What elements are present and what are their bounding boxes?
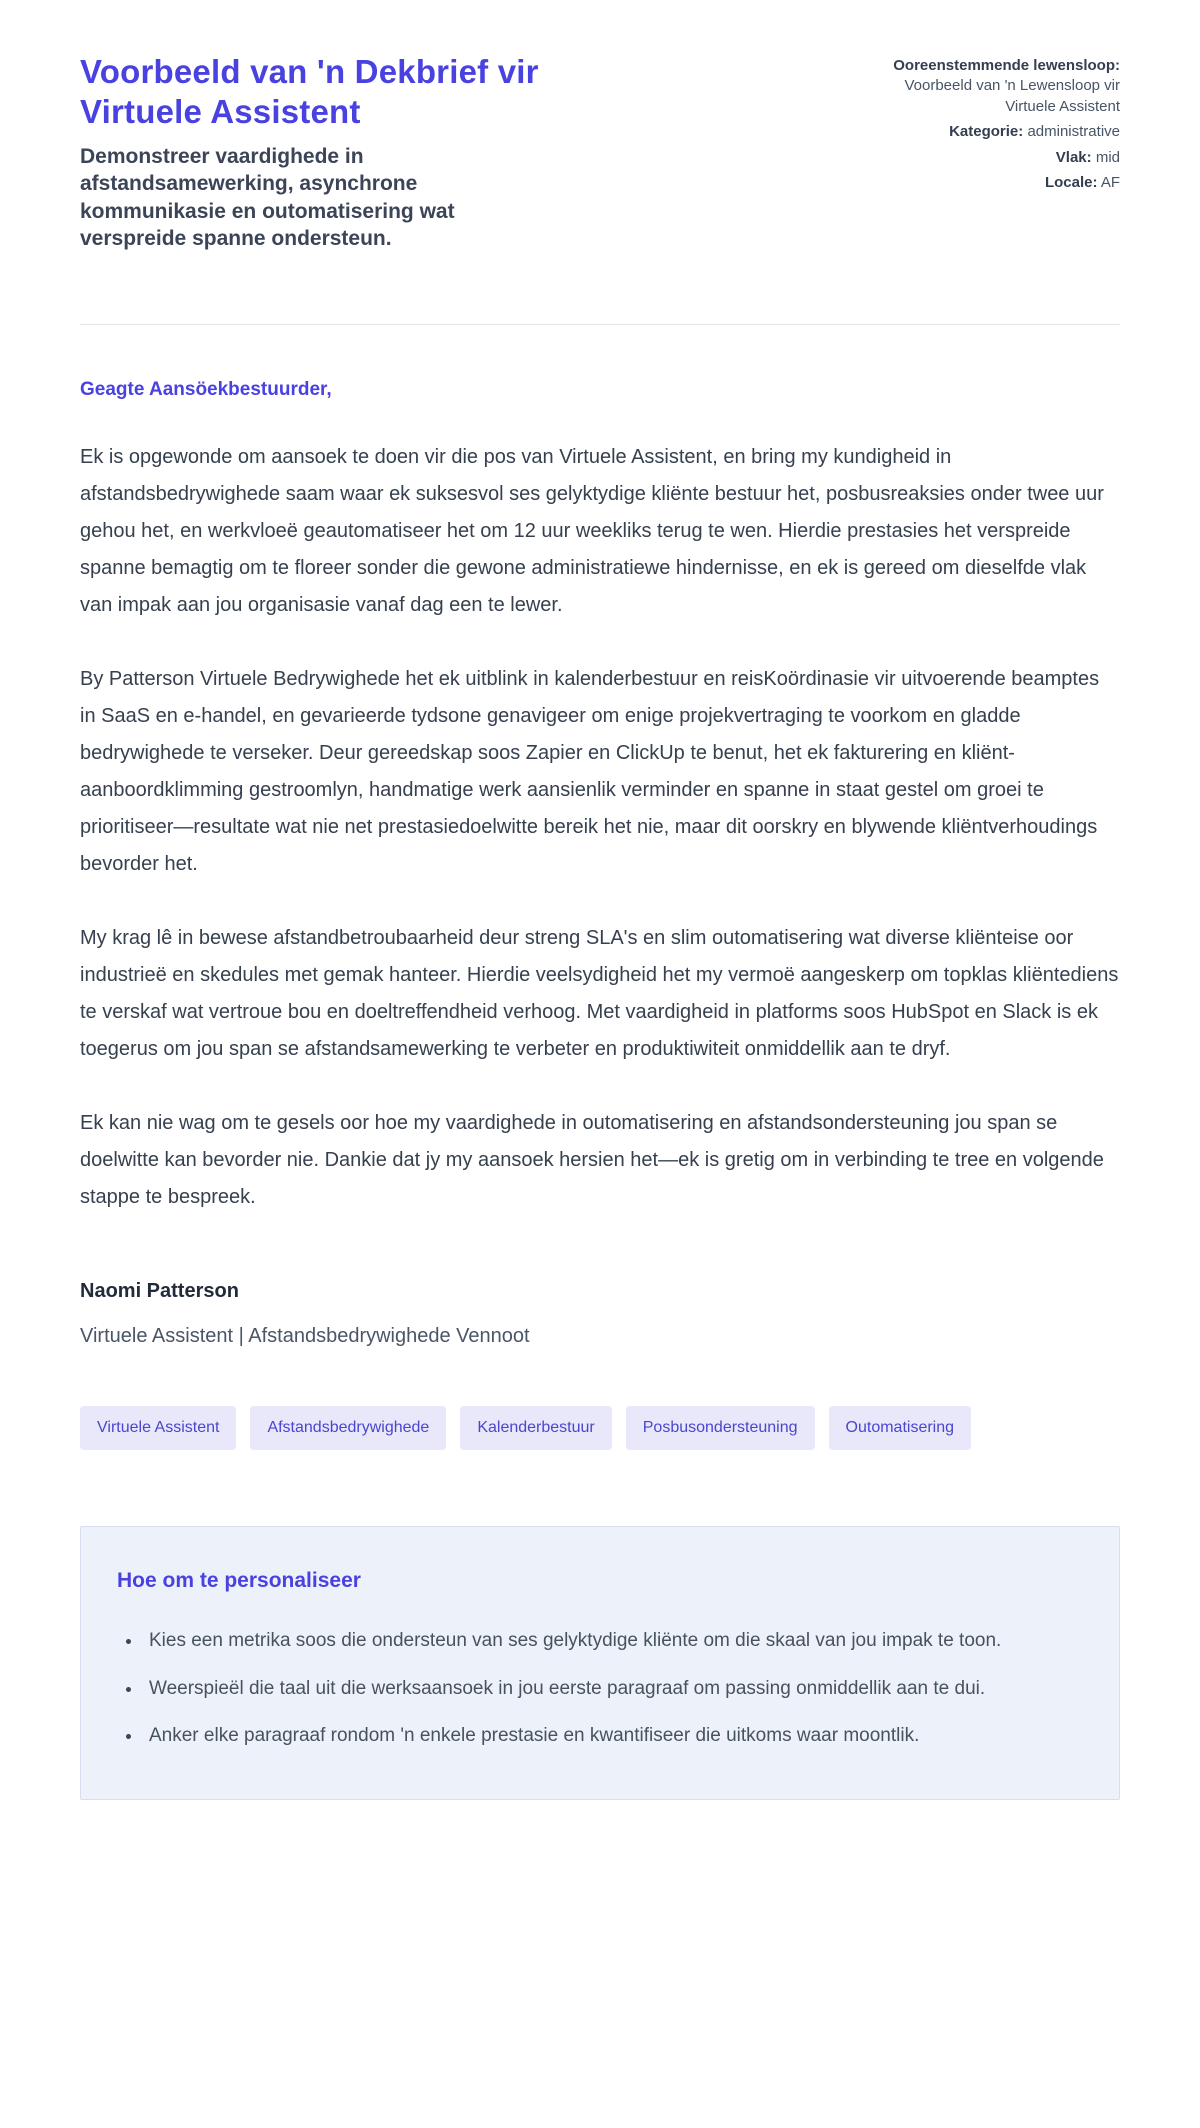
meta-matching-resume <box>868 56 1120 117</box>
tag-kalenderbestuur[interactable]: Kalenderbestuur <box>460 1406 611 1450</box>
tips-list <box>117 1623 1083 1752</box>
tag-virtuele-assistent[interactable]: Virtuele Assistent <box>80 1406 236 1450</box>
meta-locale <box>868 173 1120 193</box>
header-divider <box>80 324 1120 325</box>
tag-posbusondersteuning[interactable]: Posbusondersteuning <box>626 1406 815 1450</box>
letter-paragraph: Ek kan nie wag om te gesels oor hoe my vaardighede in outomatisering en afstandsondersteuning jou span se doelwitte kan bevorder nie. Dankie dat jy my aansoek hersien het—ek is gretig om in verbinding te tree en volgende stappe te bespreek. <box>80 1112 1104 1209</box>
signature-name: Naomi Patterson <box>80 1280 239 1303</box>
meta-category-value: administrative <box>1027 123 1120 141</box>
letter-paragraph: Ek is opgewonde om aansoek te doen vir die pos van Virtuele Assistent, en bring my kundigheid in afstandsbedrywighede saam waar ek suksesvol ses gelyktydige kliënte bestuur het, posbusreaksies onder twee uur gehou het, en werkvloeë geautomatiseer het om 12 uur weekliks terug te wen. Hierdie prestasies het verspreide spanne bemagtig om te floreer sonder die gewone administratiewe hindernisse, en ek is gereed om dieselfde vlak van impak aan jou organisasie vanaf dag een te lewer. <box>80 446 1104 617</box>
letter-paragraph: By Patterson Virtuele Bedrywighede het ek uitblink in kalenderbestuur en reisKoördinasie vir uitvoerende beamptes in SaaS en e-handel, en gevarieerde tydsone genavigeer om enige projekvertraging te voorkom en gladde bedrywighede te verseker. Deur gereedskap soos Zapier en ClickUp te benut, het ek fakturering en kliënt-aanboordklimming gestroomlyn, handmatige werk aansienlik verminder en spanne in staat gestel om groei te prioritiseer—resultate wat nie net prestasiedoelwitte bereik het nie, maar dit oorskry en blywende kliëntverhoudings bevorder het. <box>80 668 1100 876</box>
tip-item: • Kies een metrika soos die ondersteun van ses gelyktydige kliënte om die skaal van jou impak te toon. <box>143 1623 1073 1658</box>
tag-list <box>80 1406 1120 1450</box>
meta-locale-label: Locale: <box>1044 173 1098 191</box>
meta-category <box>868 122 1120 142</box>
tip-item: • Anker elke paragraaf rondom 'n enkele prestasie en kwantifiseer die uitkoms waar moontlik. <box>143 1718 1073 1753</box>
signature-role: Virtuele Assistent | Afstandsbedrywighede Vennoot <box>80 1325 530 1348</box>
meta-level-value: mid <box>1095 148 1120 166</box>
letter-paragraph: My krag lê in bewese afstandbetroubaarheid deur streng SLA's en slim outomatisering wat diverse kliënteise oor industrieë en skedules met gemak hanteer. Hierdie veelsydigheid het my vermoë aangeskerp om topklas kliëntediens te verskaf wat vertroue bou en doeltreffendheid verhoog. Met vaardigheid in platforms soos HubSpot en Slack is ek toegerus om jou span se afstandsamewerking te verbeter en produktiwiteit onmiddellik aan te dryf. <box>80 927 1119 1061</box>
document-meta <box>868 52 1120 198</box>
meta-locale-value: AF <box>1100 173 1120 191</box>
page-title: Voorbeeld van 'n Dekbrief vir Virtuele Assistent <box>80 53 539 130</box>
meta-level <box>868 148 1120 168</box>
page-header <box>80 52 1120 252</box>
page-subtitle: Demonstreer vaardighede in afstandsamewerking, asynchrone kommunikasie en outomatisering wat verspreide spanne ondersteun. <box>80 145 455 251</box>
meta-category-label: Kategorie: <box>949 123 1024 141</box>
meta-matching-resume-label: Ooreenstemmende lewensloop: <box>893 57 1120 74</box>
tag-outomatisering[interactable]: Outomatisering <box>829 1406 972 1450</box>
letter-greeting: Geagte Aansöekbestuurder, <box>80 379 332 401</box>
letter-body <box>80 379 1120 1450</box>
meta-matching-resume-value: Voorbeeld van 'n Lewensloop vir Virtuele Assistent <box>904 77 1120 115</box>
meta-level-label: Vlak: <box>1055 148 1092 166</box>
tag-afstandsbedrywighede[interactable]: Afstandsbedrywighede <box>250 1406 446 1450</box>
personalization-tips-box <box>80 1526 1120 1799</box>
header-title-block <box>80 52 640 252</box>
tip-item: • Weerspieël die taal uit die werksaansoek in jou eerste paragraaf om passing onmiddellik aan te dui. <box>143 1671 1073 1706</box>
tips-title: Hoe om te personaliseer <box>117 1569 361 1593</box>
